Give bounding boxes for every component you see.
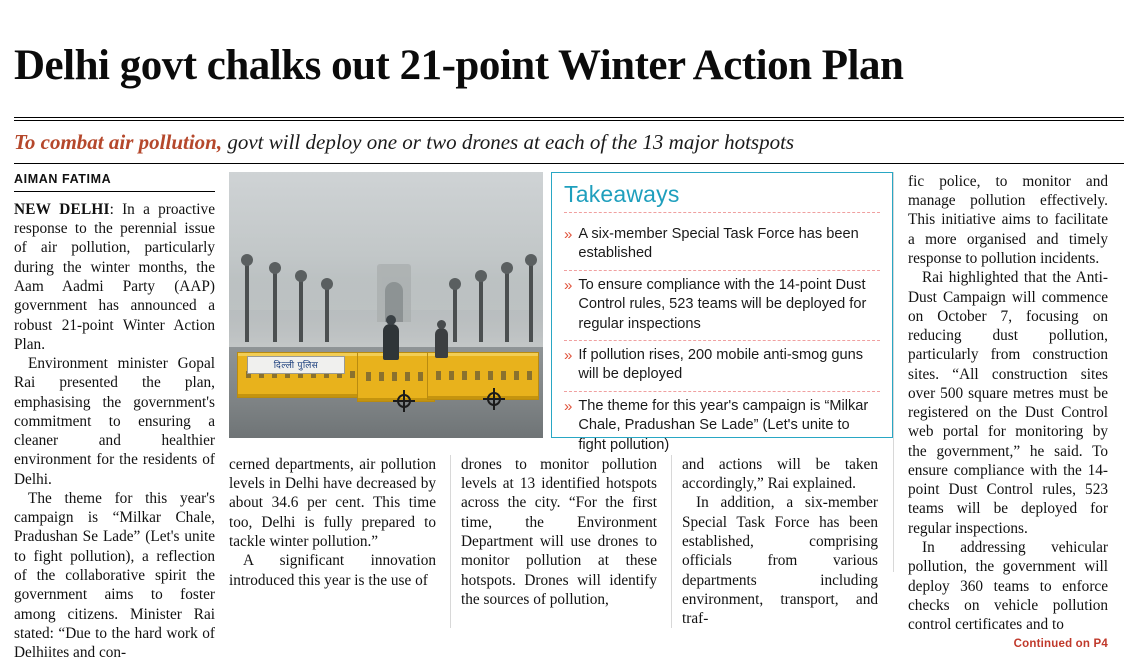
article-body xyxy=(14,171,1124,662)
takeaway-text: A six-member Special Task Force has been established xyxy=(578,225,859,262)
takeaway-bullet-icon: » xyxy=(564,397,573,415)
takeaway-item xyxy=(564,340,880,391)
takeaway-item xyxy=(564,391,880,461)
street-lamp xyxy=(453,288,457,342)
article-column-4 xyxy=(671,455,892,628)
takeaway-text: If pollution rises, 200 mobile anti-smog guns will be deployed xyxy=(578,346,864,383)
byline-divider xyxy=(14,191,215,192)
india-gate-silhouette xyxy=(377,264,411,322)
takeaways-box xyxy=(551,172,893,453)
paragraph: The theme for this year's campaign is “Milkar Chale, Pradushan Se Lade” (Let's unite to fight pollution), a reflection of the collaborative spirit the government aims to foster among citizens. Minister Rai stated: “Due to the hard work of Delhiites and con- xyxy=(14,489,215,662)
street-lamp xyxy=(529,264,533,342)
takeaway-bullet-icon: » xyxy=(564,346,573,364)
article-photo xyxy=(229,172,543,438)
article-column-2 xyxy=(229,455,450,628)
paragraph: In addition, a six-member Special Task Force has been established, comprising officials from various departments including environment, transport, and traf- xyxy=(682,494,878,628)
photo-and-takeaways xyxy=(229,172,893,453)
byline: AIMAN FATIMA xyxy=(14,171,112,186)
road-barricade xyxy=(427,352,539,400)
paragraph: Environment minister Gopal Rai presented the plan, emphasising the government's commitment to ensuring a cleaner and healthier environment for the residents of Delhi. xyxy=(14,355,215,488)
street-lamp xyxy=(245,264,249,342)
paragraph: fic police, to monitor and manage pollution effectively. This initiative aims to facilitate a more organised and timely response to pollution incidents. xyxy=(908,172,1108,267)
continued-label: Continued on P4 xyxy=(1013,638,1108,651)
divider-under-subheadline xyxy=(14,163,1124,164)
paragraph: Rai highlighted that the Anti-Dust Campaign will commence on October 7, focusing on reducing dust pollution, particularly from construction sites. “All construction sites over 500 square metres must be registered on the Dust Control web portal for monitoring by the government,” he said. To ensure compliance with the 14-point Dust Control rules, 523 teams will be deployed for regular inspections. xyxy=(908,269,1108,537)
page-title: Delhi govt chalks out 21-point Winter Action Plan xyxy=(14,41,904,89)
paragraph: cerned departments, air pollution levels in Delhi have decreased by about 34.6 per cent. This time too, Delhi is fully prepared to tackle winter pollution.” xyxy=(229,455,436,550)
subheadline-lead: To combat air pollution, xyxy=(14,129,223,154)
paragraph: A significant innovation introduced this year is the use of xyxy=(229,552,436,589)
paragraph-text: : In a proactive response to the perennial issue of air pollution, particularly during the winter months, the Aam Aadmi Party (AAP) government has announced a robust 21-point Winter Action Plan. xyxy=(14,200,215,353)
takeaways-title: Takeaways xyxy=(564,180,680,207)
takeaway-item xyxy=(564,220,880,270)
paragraph: and actions will be taken accordingly,” Rai explained. xyxy=(682,455,878,493)
person-silhouette xyxy=(383,324,399,360)
barricade-stripe xyxy=(358,372,434,381)
paragraph: In addressing vehicular pollution, the government will deploy 360 teams to enforce checks on vehicle pollution control certificates and to xyxy=(908,538,1108,634)
barricade-stripe xyxy=(428,371,538,379)
street-lamp xyxy=(505,272,509,342)
person-silhouette xyxy=(435,328,448,358)
police-barricade-sign: दिल्ली पुलिस xyxy=(247,356,345,374)
takeaway-item xyxy=(564,270,880,340)
article-photo-wrapper xyxy=(229,172,551,445)
takeaway-text: To ensure compliance with the 14-point Dust Control rules, 523 teams will be deployed for regular inspections xyxy=(578,276,867,332)
street-lamp xyxy=(325,288,329,342)
newspaper-article-page xyxy=(0,29,1138,662)
takeaway-text: The theme for this year's campaign is “Milkar Chale, Pradushan Se Lade” (Let's unite to fight pollution) xyxy=(578,397,869,453)
article-column-5 xyxy=(893,172,1108,651)
paragraph xyxy=(14,200,215,354)
takeaways-title-divider xyxy=(564,212,880,213)
subheadline-rest: govt will deploy one or two drones at each of the 13 major hotspots xyxy=(227,129,795,154)
article-column-3 xyxy=(450,455,671,628)
street-lamp xyxy=(273,272,277,342)
street-lamp xyxy=(479,280,483,342)
lower-columns xyxy=(229,455,893,628)
paragraph: drones to monitor pollution levels at 13 identified hotspots across the city. “For the first time, the Environment Department will use drones to monitor pollution at these hotspots. Drones will identify the sources of pollution, xyxy=(461,455,657,608)
dateline: NEW DELHI xyxy=(14,200,110,218)
takeaway-bullet-icon: » xyxy=(564,225,573,243)
subheadline xyxy=(14,121,1124,163)
article-middle-block xyxy=(229,172,893,628)
article-column-1 xyxy=(14,171,229,662)
divider-top xyxy=(14,117,1124,118)
takeaway-bullet-icon: » xyxy=(564,276,573,294)
street-lamp xyxy=(299,280,303,342)
